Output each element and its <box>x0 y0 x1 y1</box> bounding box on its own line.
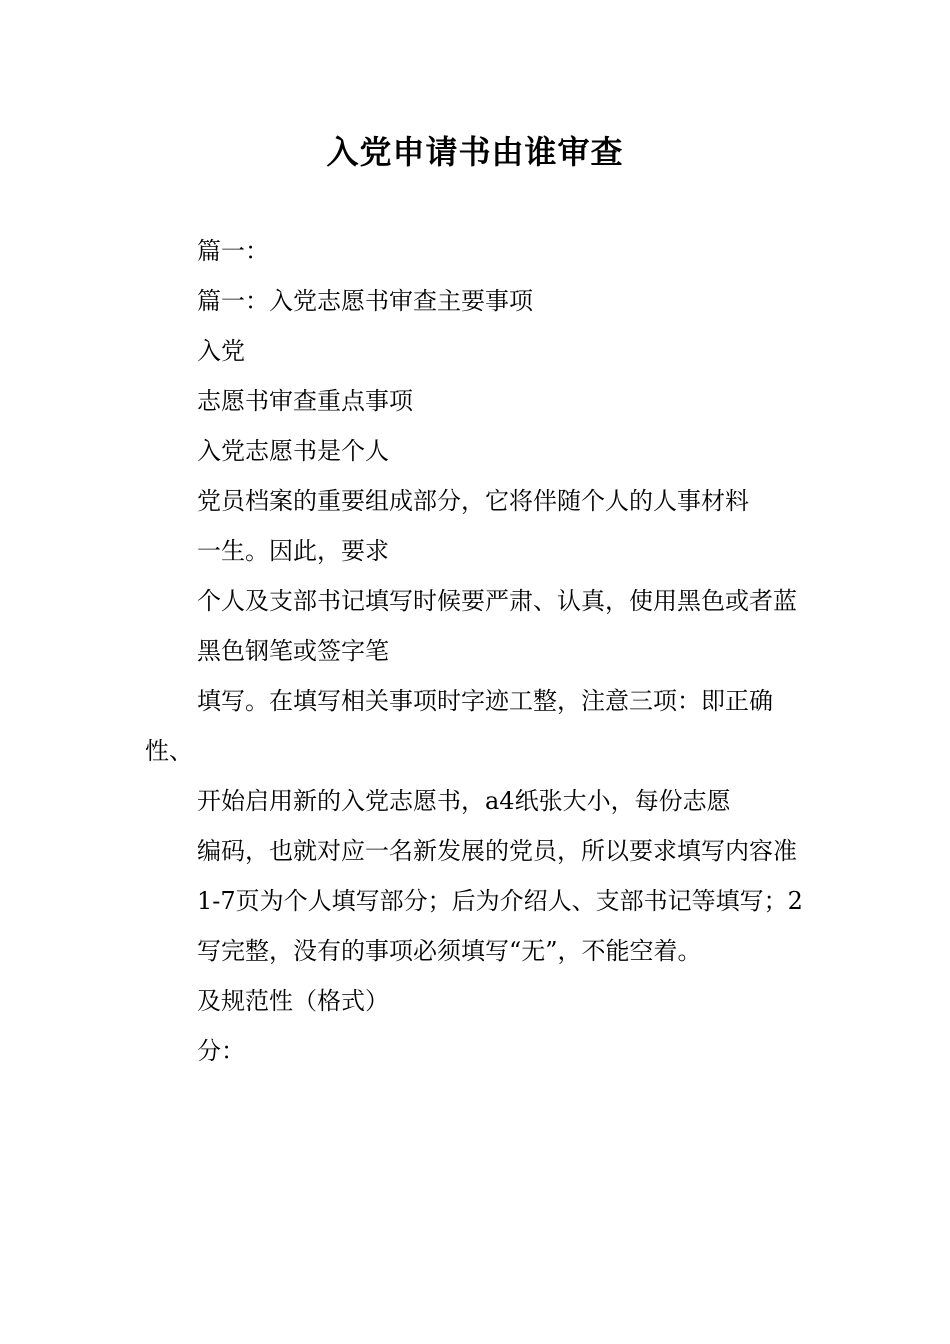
paragraph: 分： <box>197 1037 245 1065</box>
paragraph: 编码，也就对应一名新发展的党员，所以要求填写内容准 <box>197 837 797 865</box>
paragraph: 填写。在填写相关事项时字迹工整，注意三项：即正确性、 <box>145 687 773 765</box>
paragraph: 开始启用新的入党志愿书，a4纸张大小，每份志愿 <box>197 787 731 815</box>
paragraph: 篇一： <box>197 237 269 265</box>
paragraph: 写完整，没有的事项必须填写“无”，不能空着。 <box>197 937 702 965</box>
document-body <box>145 226 815 1076</box>
paragraph: 一生。因此，要求 <box>197 537 389 565</box>
paragraph: 黑色钢笔或签字笔 <box>197 637 389 665</box>
paragraph: 及规范性（格式） <box>197 987 389 1015</box>
paragraph: 篇一：入党志愿书审查主要事项 <box>197 287 533 315</box>
paragraph: 个人及支部书记填写时候要严肃、认真，使用黑色或者蓝 <box>197 587 797 615</box>
paragraph: 入党 <box>197 337 245 365</box>
paragraph: 入党志愿书是个人 <box>197 437 389 465</box>
document-title: 入党申请书由谁审查 <box>326 133 624 171</box>
paragraph: 志愿书审查重点事项 <box>197 387 413 415</box>
paragraph: 党员档案的重要组成部分，它将伴随个人的人事材料 <box>197 487 749 515</box>
paragraph: 1-7页为个人填写部分；后为介绍人、支部书记等填写；2 <box>197 887 803 915</box>
